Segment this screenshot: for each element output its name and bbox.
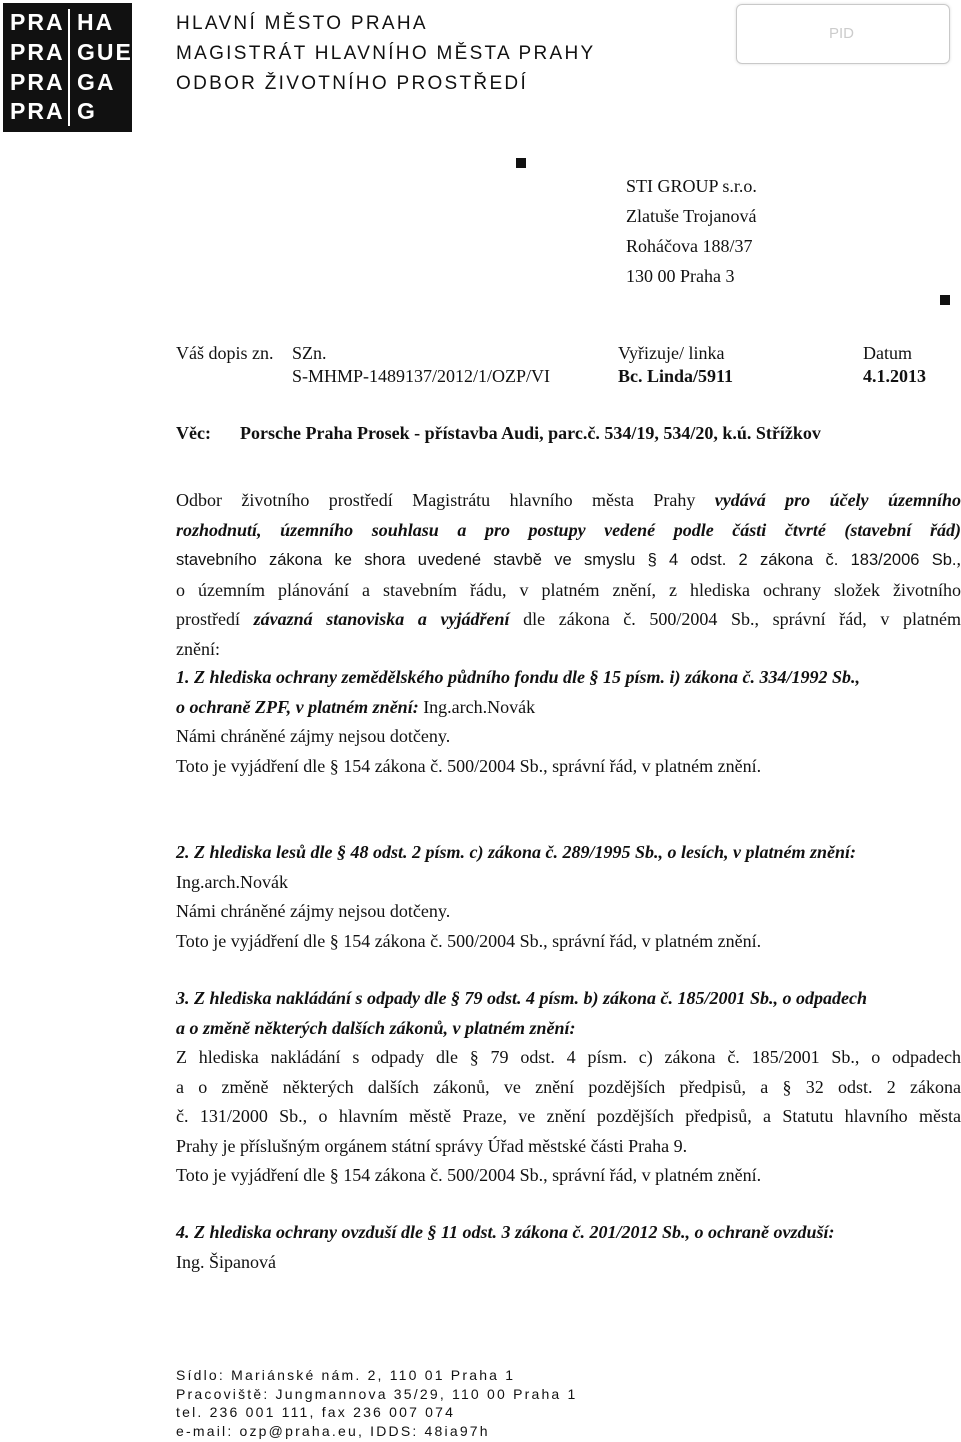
date-label: Datum (863, 343, 912, 363)
logo-text: PRA (10, 69, 65, 95)
your-letter-label: Váš dopis zn. (176, 343, 274, 363)
section-heading: a o změně některých dalších zákonů, v platném znění: (176, 1017, 576, 1038)
section-text-line: Z hlediska nakládání s odpady dle § 79 odst. 4 písm. c) zákona č. 185/2001 Sb., o odpadech (176, 1047, 961, 1067)
intro-line: rozhodnutí, územního souhlasu a pro postupy vedené podle části čtvrté (stavební řád) (176, 519, 961, 540)
header-line-city: HLAVNÍ MĚSTO PRAHA (176, 13, 428, 34)
section-heading: 3. Z hlediska nakládání s odpady dle § 79 odst. 4 písm. b) zákona č. 185/2001 Sb., o odpadech (176, 988, 868, 1008)
section-statement: Námi chráněné zájmy nejsou dotčeny. (176, 901, 451, 921)
section-4 (176, 1218, 961, 1277)
section-heading: 1. Z hlediska ochrany zemědělského půdního fondu dle § 15 písm. i) zákona č. 334/1992 Sb., (176, 667, 861, 687)
footer-seat: Sídlo: Mariánské nám. 2, 110 01 Praha 1 (176, 1367, 516, 1383)
section-text-line: Prahy je příslušným orgánem státní správy Úřad městské části Praha 9. (176, 1135, 688, 1156)
intro-text: dle zákona č. 500/2004 Sb., správní řád, v platném (509, 609, 961, 629)
header-line-magistrate: MAGISTRÁT HLAVNÍHO MĚSTA PRAHY (176, 43, 596, 64)
intro-line (176, 605, 961, 635)
logo-text: PRA (10, 98, 65, 124)
pid-label: PID (829, 25, 855, 42)
section-heading-line (176, 693, 961, 723)
section-author: Ing. Šipanová (176, 1251, 276, 1272)
section-statement: Toto je vyjádření dle § 154 zákona č. 500/2004 Sb., správní řád, v platném znění. (176, 930, 762, 951)
logo-text: HA (77, 9, 115, 35)
intro-line (176, 545, 961, 576)
intro-line: znění: (176, 638, 220, 659)
logo-row (3, 7, 132, 37)
logo-text: PRA (10, 9, 65, 35)
handler-label: Vyřizuje/ linka (618, 343, 725, 363)
footer-workplace: Pracoviště: Jungmannova 35/29, 110 00 Praha 1 (176, 1385, 578, 1402)
recipient-street: Roháčova 188/37 (626, 236, 753, 256)
logo-row (3, 37, 132, 67)
section-2 (176, 838, 961, 956)
section-1 (176, 663, 961, 781)
section-3 (176, 984, 961, 1191)
section-heading: 2. Z hlediska lesů dle § 48 odst. 2 písm. c) zákona č. 289/1995 Sb., o lesích, v platném znění: (176, 842, 857, 862)
logo-text: PRA (10, 39, 65, 65)
handler-value: Bc. Linda/5911 (618, 366, 734, 386)
intro-text: Odbor životního prostředí Magistrátu hlavního města Prahy (176, 490, 715, 510)
section-statement: Námi chráněné zájmy nejsou dotčeny. (176, 726, 451, 746)
intro-emphasis: závazná stanoviska a vyjádření (253, 609, 510, 629)
intro-line: o územním plánování a stavebním řádu, v platném znění, z hlediska ochrany složek životního (176, 579, 961, 600)
intro-text: , (956, 549, 961, 569)
recipient-company: STI GROUP s.r.o. (626, 176, 757, 196)
subject-text: Porsche Praha Prosek - přístavba Audi, parc.č. 534/19, 534/20, k.ú. Střížkov (240, 423, 821, 443)
footer-email: e-mail: ozp@praha.eu, IDDS: 48ia97h (176, 1422, 490, 1439)
logo-row (3, 96, 132, 126)
date-value: 4.1.2013 (863, 366, 926, 386)
section-statement: Toto je vyjádření dle § 154 zákona č. 500/2004 Sb., správní řád, v platném znění. (176, 1165, 762, 1185)
section-text-line: č. 131/2000 Sb., o hlavním městě Praze, ve znění pozdějších předpisů, a Statutu hlavního města (176, 1106, 961, 1126)
section-author: Ing.arch.Novák (418, 696, 536, 717)
logo-text: GUE (77, 39, 133, 65)
recipient-city: 130 00 Praha 3 (626, 266, 735, 286)
logo-row (3, 67, 132, 97)
footer-phone: tel. 236 001 111, fax 236 007 074 (176, 1404, 456, 1420)
section-statement: Toto je vyjádření dle § 154 zákona č. 500/2004 Sb., správní řád, v platném znění. (176, 755, 762, 776)
section-heading: o ochraně ZPF, v platném znění: (176, 696, 419, 717)
logo-text: G (77, 98, 97, 124)
intro-text: prostředí (176, 609, 254, 629)
pid-box (736, 4, 950, 64)
intro-emphasis: vydává pro účely územního (714, 490, 961, 510)
szn-value: S-MHMP-1489137/2012/1/OZP/VI (292, 366, 551, 386)
section-author: Ing.arch.Novák (176, 871, 288, 892)
intro-line (176, 486, 961, 516)
address-corner-mark (516, 158, 526, 168)
section-heading: 4. Z hlediska ochrany ovzduší dle § 11 odst. 3 zákona č. 201/2012 Sb., o ochraně ovzduší: (176, 1222, 835, 1242)
praha-logo (3, 3, 132, 132)
logo-text: GA (77, 69, 116, 95)
section-text-line: a o změně některých dalších zákonů, ve znění pozdějších předpisů, a § 32 odst. 2 zákona (176, 1076, 961, 1097)
footer (176, 1366, 578, 1440)
address-corner-mark (940, 295, 950, 305)
intro-paragraph (176, 486, 961, 664)
recipient-person: Zlatuše Trojanová (626, 206, 757, 226)
header-line-department: ODBOR ŽIVOTNÍHO PROSTŘEDÍ (176, 73, 529, 94)
subject-label: Věc: (176, 423, 211, 443)
intro-text: stavebního zákona ke shora uvedené stavbě ve smyslu § 4 odst. 2 zákona č. 183/2006 Sb. (176, 551, 957, 569)
szn-label: SZn. (292, 343, 327, 363)
